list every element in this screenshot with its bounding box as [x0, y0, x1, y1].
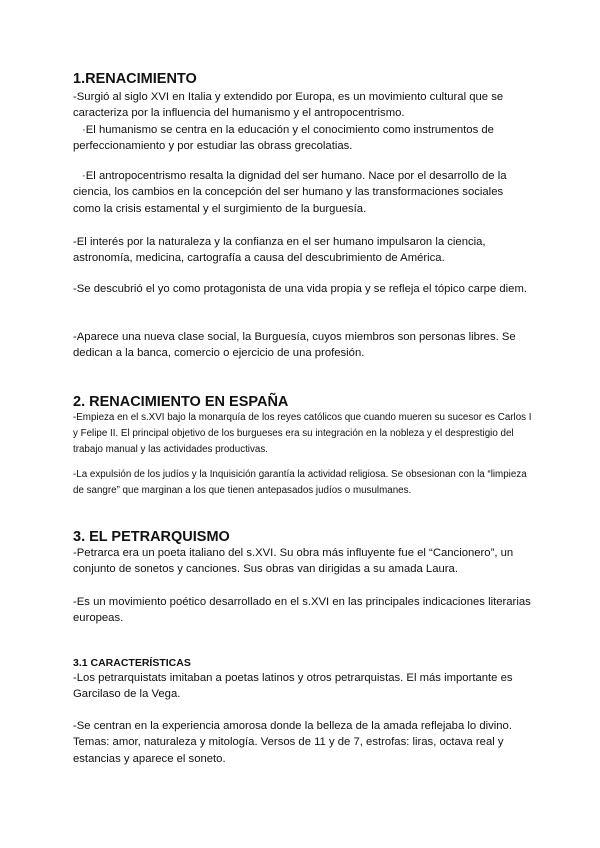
paragraph: -Es un movimiento poético desarrollado en el s.XVI en las principales indicaciones literarias europeas. — [73, 596, 531, 625]
paragraph: ·El antropocentrismo resalta la dignidad del ser humano. Nace por el desarrollo de la ciencia, los cambios en la concepción del ser humano y las transformaciones sociales como la crisis estamental y el surgimiento de la burguesía. — [73, 170, 507, 215]
paragraph: -Surgió al siglo XVI en Italia y extendido por Europa, es un movimiento cultural que se caracteriza por la influencia del humanismo y el antropocentrismo. — [73, 91, 504, 120]
subsection-heading-caracteristicas: 3.1 CARACTERÍSTICAS — [73, 657, 191, 669]
paragraph: -Petrarca era un poeta italiano del s.XVI. Su obra más influyente fue el “Cancionero”, un conjunto de sonetos y canciones. Sus obras van dirigidas a su amada Laura. — [73, 547, 514, 576]
paragraph: -Se descubrió el yo como protagonista de una vida propia y se refleja el tópico carpe diem. — [73, 283, 528, 295]
paragraph: -Los petrarquistats imitaban a poetas latinos y otros petrarquistas. El más importante es Garcilaso de la Vega. — [73, 672, 513, 701]
paragraph: -Aparece una nueva clase social, la Burguesía, cuyos miembros son personas libres. Se dedican a la banca, comercio o ejercicio de una profesión. — [73, 331, 516, 360]
section-heading-petrarquismo: 3. EL PETRARQUISMO — [73, 529, 230, 545]
paragraph: -Empieza en el s.XVI bajo la monarquía de los reyes católicos que cuando mueren su sucesor es Carlos I y Felipe II. El principal objetivo de los burgueses era su integración en la nobleza y el desprestigio del trabajo manual y las actividades productivas. — [73, 412, 532, 455]
section-heading-renacimiento: 1.RENACIMIENTO — [73, 71, 197, 87]
paragraph: ·El humanismo se centra en la educación y el conocimiento como instrumentos de perfeccionamiento y por estudiar las obrass grecolatias. — [73, 124, 494, 153]
paragraph: -La expulsión de los judíos y la Inquisición garantía la actividad religiosa. Se obsesionan con la “limpieza de sangre” que marginan a los que tienen antepasados judíos o musulmanes. — [73, 469, 527, 496]
paragraph: -El interés por la naturaleza y la confianza en el ser humano impulsaron la ciencia, astronomía, medicina, cartografía a causa del descubrimiento de América. — [73, 236, 486, 265]
paragraph: -Se centran en la experiencia amorosa donde la belleza de la amada reflejaba lo divino. Temas: amor, naturaleza y mitología. Versos de 11 y de 7, estrofas: liras, octava real y estancias y aparece el soneto. — [73, 720, 512, 765]
section-heading-espana: 2. RENACIMIENTO EN ESPAÑA — [73, 394, 289, 410]
